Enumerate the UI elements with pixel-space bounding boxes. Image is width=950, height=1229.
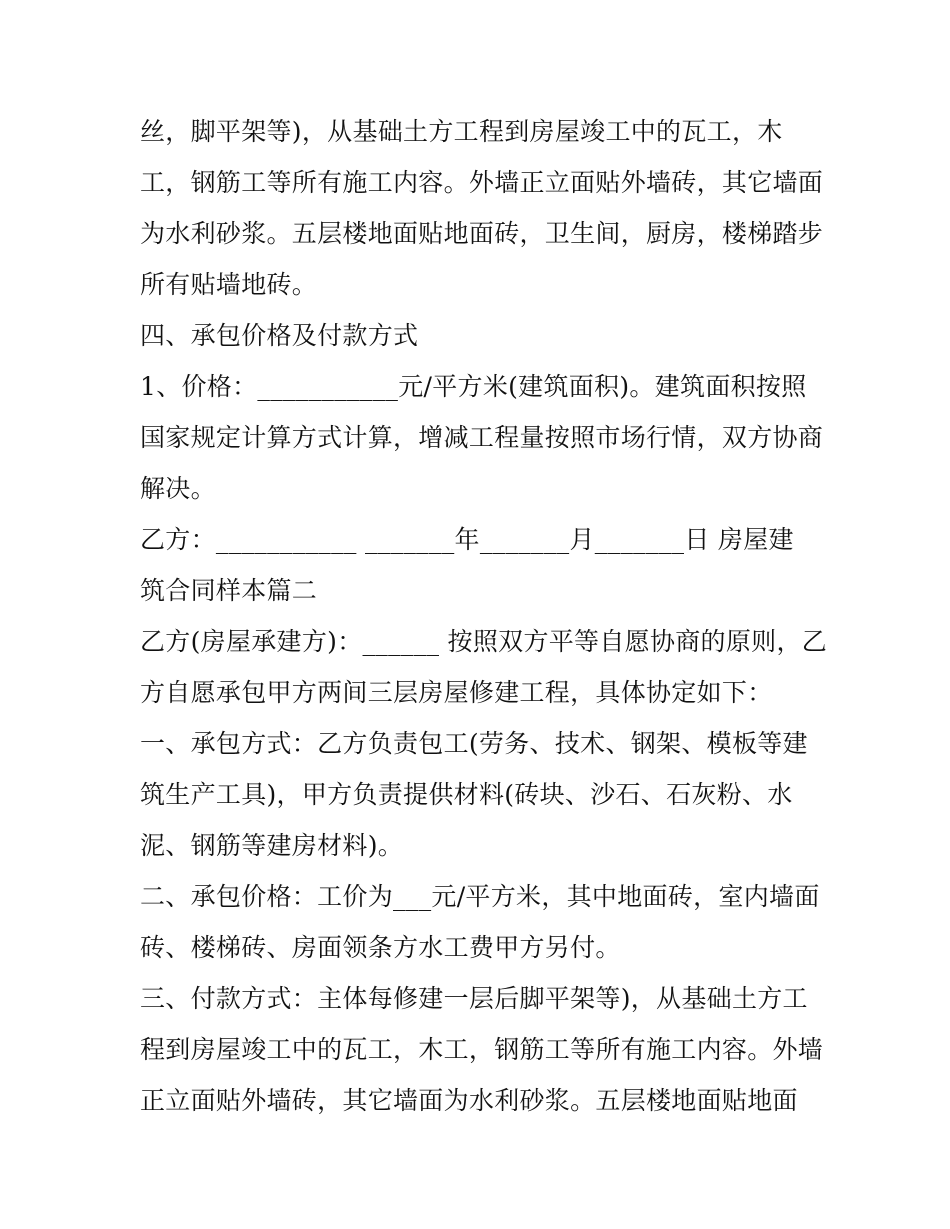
text-line: 乙方：___________ _______年_______月_______日 房屋建 xyxy=(140,525,794,554)
text-line: 一、承包方式：乙方负责包工(劳务、技术、钢架、模板等建 xyxy=(140,729,808,758)
text-line: 工，钢筋工等所有施工内容。外墙正立面贴外墙砖，其它墙面 xyxy=(140,168,824,197)
text-line: 国家规定计算方式计算，增减工程量按照市场行情，双方协商 xyxy=(140,423,824,452)
text-line: 正立面贴外墙砖，其它墙面为水利砂浆。五层楼地面贴地面 xyxy=(140,1086,798,1115)
section-heading: 筑合同样本篇二 xyxy=(140,576,318,605)
text-line: 乙方(房屋承建方)：______ 按照双方平等自愿协商的原则，乙 xyxy=(140,627,828,656)
text-line: 程到房屋竣工中的瓦工，木工，钢筋工等所有施工内容。外墙 xyxy=(140,1035,824,1064)
text-line: 砖、楼梯砖、房面领条方水工费甲方另付。 xyxy=(140,933,621,962)
contract-text xyxy=(140,106,828,1126)
text-line: 1、价格：___________元/平方米(建筑面积)。建筑面积按照 xyxy=(140,372,807,401)
text-line: 解决。 xyxy=(140,474,216,503)
text-line: 所有贴墙地砖。 xyxy=(140,270,318,299)
text-line: 三、付款方式：主体每修建一层后脚平架等)，从基础土方工 xyxy=(140,984,808,1013)
text-line: 泥、钢筋等建房材料)。 xyxy=(140,831,404,860)
text-line: 筑生产工具)，甲方负责提供材料(砖块、沙石、石灰粉、水 xyxy=(140,780,793,809)
text-line: 丝，脚平架等)，从基础土方工程到房屋竣工中的瓦工，木 xyxy=(140,117,783,146)
section-heading: 四、承包价格及付款方式 xyxy=(140,321,419,350)
text-line: 方自愿承包甲方两间三层房屋修建工程，具体协定如下： xyxy=(140,678,773,707)
text-line: 为水利砂浆。五层楼地面贴地面砖，卫生间，厨房，楼梯踏步 xyxy=(140,219,824,248)
text-line: 二、承包价格：工价为___元/平方米，其中地面砖，室内墙面 xyxy=(140,882,820,911)
